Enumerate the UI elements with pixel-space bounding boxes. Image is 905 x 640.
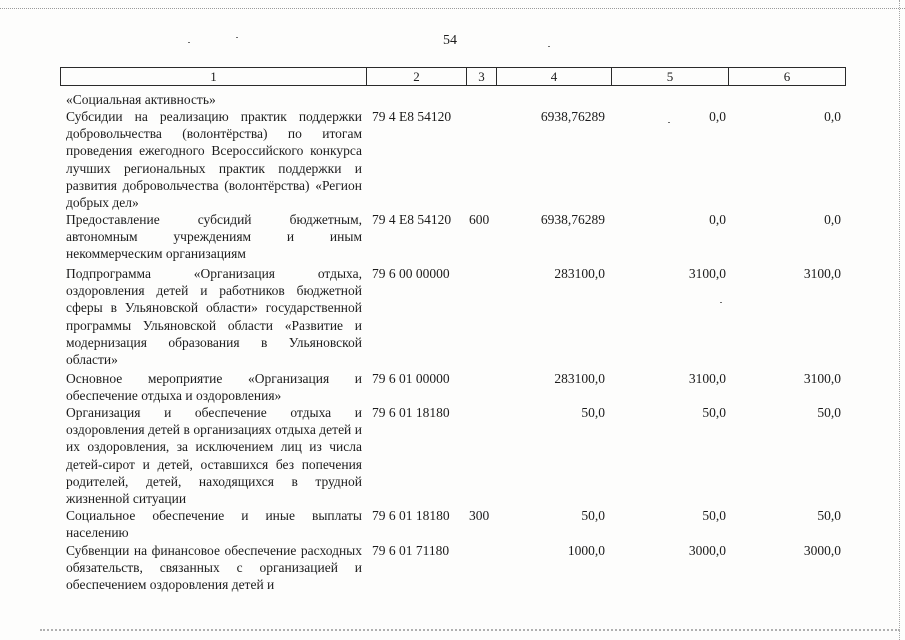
header-col-3: 3 bbox=[467, 68, 497, 85]
row-code: 79 6 01 00000 bbox=[372, 371, 450, 386]
scan-edge-top bbox=[0, 8, 905, 10]
row-value-col6: 0,0 bbox=[824, 212, 841, 227]
header-col-5: 5 bbox=[612, 68, 729, 85]
scan-speck bbox=[236, 37, 238, 38]
row-code: 79 6 00 00000 bbox=[372, 266, 450, 281]
row-value-col4: 50,0 bbox=[581, 508, 605, 523]
row-type: 600 bbox=[469, 212, 490, 227]
row-description: Социальное обеспечение и иные выплаты населению bbox=[66, 508, 362, 541]
row-code: 79 4 E8 54120 bbox=[372, 212, 452, 227]
row-value-col6: 3100,0 bbox=[803, 266, 841, 281]
row-value-col6: 50,0 bbox=[817, 508, 841, 523]
row-value-col5: 3000,0 bbox=[688, 543, 726, 558]
row-value-col4: 6938,76289 bbox=[540, 212, 605, 227]
row-value-col5: 50,0 bbox=[702, 405, 726, 420]
row-type: 300 bbox=[469, 508, 490, 523]
row-description: «Социальная активность» bbox=[66, 92, 216, 107]
scan-edge-bottom bbox=[40, 629, 900, 632]
row-value-col4: 283100,0 bbox=[554, 266, 605, 281]
header-col-1: 1 bbox=[61, 68, 367, 85]
scan-speck bbox=[720, 302, 722, 303]
row-value-col6: 50,0 bbox=[817, 405, 841, 420]
row-value-col5: 0,0 bbox=[709, 212, 726, 227]
row-description: Организация и обеспечение отдыха и оздоровления детей в организациях отдыха детей и их оздоровления, за исключением лиц из числа детей-сирот и детей, оставшихся без попечения родителей, детей, находящихся в трудной жизненной ситуации bbox=[66, 405, 362, 507]
header-col-4: 4 bbox=[497, 68, 612, 85]
row-value-col4: 1000,0 bbox=[567, 543, 605, 558]
row-description: Подпрограмма «Организация отдыха, оздоровления детей и работников бюджетной сферы в Ульяновской области» государственной программы Ульяновской области «Развитие и модернизация образования в Ульяновской области» bbox=[66, 266, 362, 368]
row-value-col6: 3000,0 bbox=[803, 543, 841, 558]
row-description: Основное мероприятие «Организация и обеспечение отдыха и оздоровления» bbox=[66, 371, 362, 404]
row-value-col6: 0,0 bbox=[824, 109, 841, 124]
header-col-2: 2 bbox=[367, 68, 467, 85]
header-col-6: 6 bbox=[783, 69, 791, 84]
row-value-col4: 283100,0 bbox=[554, 371, 605, 386]
row-value-col4: 50,0 bbox=[581, 405, 605, 420]
page-number: 54 bbox=[443, 33, 457, 48]
row-code: 79 4 E8 54120 bbox=[372, 109, 452, 124]
table-header bbox=[60, 67, 846, 86]
row-code: 79 6 01 18180 bbox=[372, 508, 450, 523]
row-description: Субвенции на финансовое обеспечение расходных обязательств, связанных с организацией и обеспечением оздоровления детей и bbox=[66, 543, 362, 593]
scan-speck bbox=[548, 46, 550, 47]
row-value-col5: 3100,0 bbox=[688, 266, 726, 281]
row-value-col6: 3100,0 bbox=[803, 371, 841, 386]
row-value-col4: 6938,76289 bbox=[540, 109, 605, 124]
row-description: Предоставление субсидий бюджетным, автономным учреждениям и иным некоммерческим организациям bbox=[66, 212, 362, 262]
scan-edge-right bbox=[899, 0, 901, 640]
row-value-col5: 3100,0 bbox=[688, 371, 726, 386]
scan-speck bbox=[188, 42, 190, 43]
row-code: 79 6 01 18180 bbox=[372, 405, 450, 420]
row-code: 79 6 01 71180 bbox=[372, 543, 450, 558]
row-value-col5: 0,0 bbox=[709, 109, 726, 124]
row-description: Субсидии на реализацию практик поддержки добровольчества (волонтёрства) по итогам проведения ежегодного Всероссийского конкурса лучших региональных практик поддержки и развития добровольчества (волонтёрства) «Регион добрых дел» bbox=[66, 109, 362, 211]
row-value-col5: 50,0 bbox=[702, 508, 726, 523]
